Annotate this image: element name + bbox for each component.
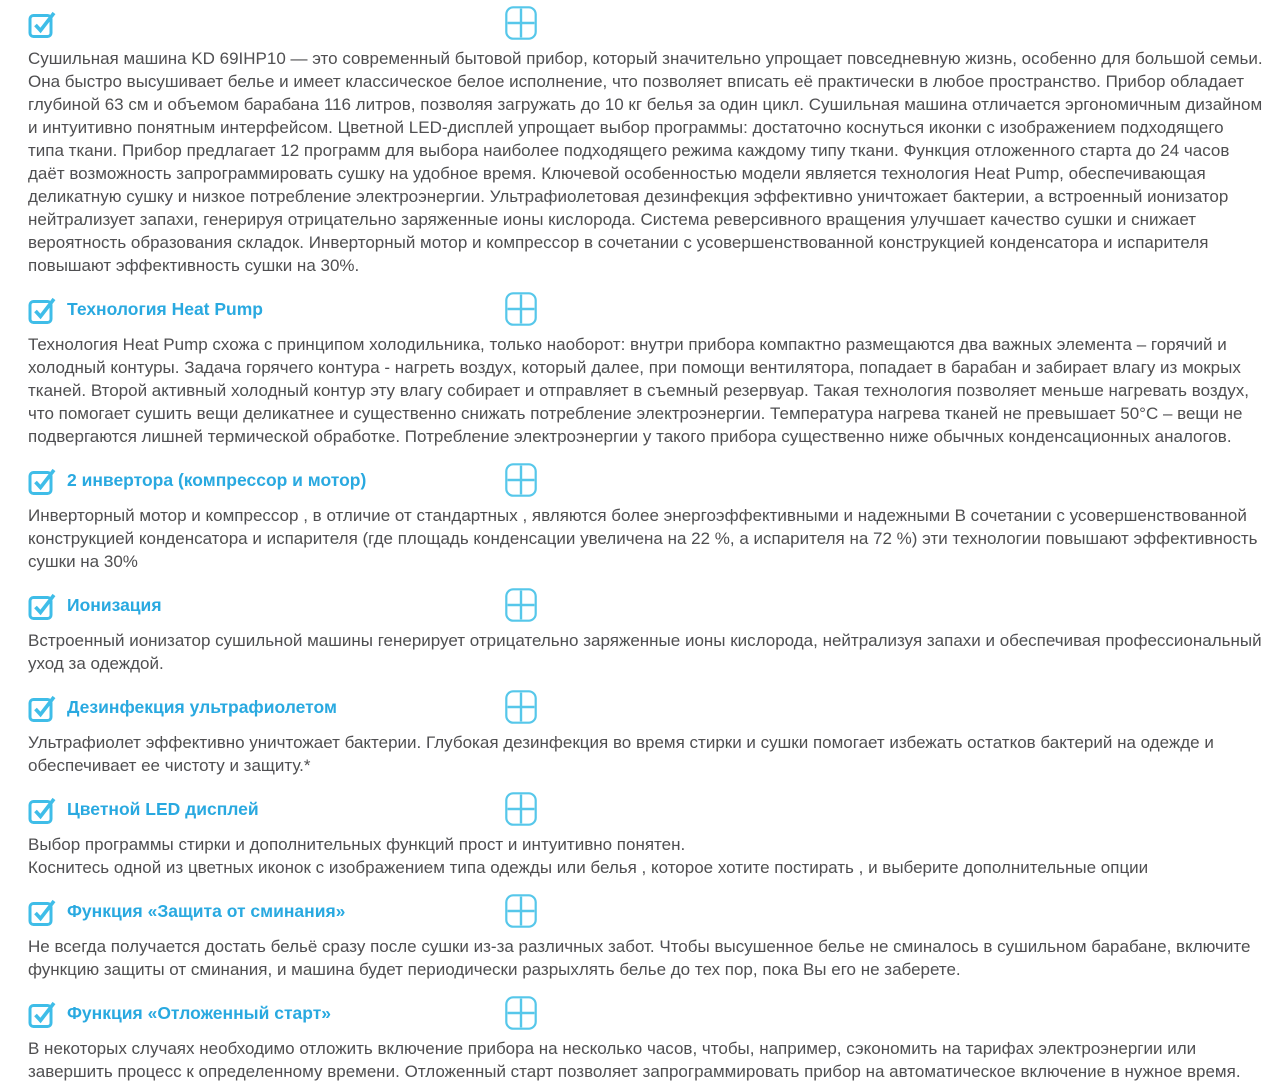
checkbox-checked-icon: [28, 692, 58, 723]
checkbox-checked-icon: [28, 794, 58, 825]
feature-paragraph: В некоторых случаях необходимо отложить включение прибора на несколько часов, чтобы, например, сэкономить на тарифах электроэнергии или завершить процесс к определенному времени. Отложенный старт позволяет запрограммировать прибор на автоматическое включение в нужное время.: [28, 1039, 1241, 1081]
feature-title: Функция «Отложенный старт»: [67, 1002, 332, 1023]
feature-section-uv-disinfection: [28, 689, 1264, 777]
feature-section-delayed-start: [28, 995, 1264, 1083]
feature-header: [28, 995, 1264, 1031]
checkbox-checked-icon: [28, 294, 58, 325]
feature-header: [28, 791, 1264, 827]
expand-plus-button[interactable]: [505, 996, 537, 1030]
feature-section-intro: [28, 5, 1264, 277]
feature-paragraph: Ультрафиолет эффективно уничтожает бактерии. Глубокая дезинфекция во время стирки и сушки помогает избежать остатков бактерий на одежде и обеспечивает ее чистоту и защиту.*: [28, 733, 1214, 775]
checkbox-checked-icon: [28, 998, 58, 1029]
expand-plus-button[interactable]: [505, 894, 537, 928]
expand-plus-button[interactable]: [505, 588, 537, 622]
feature-header: [28, 587, 1264, 623]
checkbox-checked-icon: [28, 896, 58, 927]
expand-plus-button[interactable]: [505, 792, 537, 826]
feature-header: [28, 291, 1264, 327]
feature-paragraph: Технология Heat Pump схожа с принципом холодильника, только наоборот: внутри прибора компактно размещаются два важных элемента – горячий и холодный контуры. Задача горячего контура - нагреть воздух, который далее, при помощи вентилятора, попадает в барабан и забирает влагу из мокрых тканей. Второй активный холодный контур эту влагу собирает и отправляет в съемный резервуар. Такая технология позволяет меньше нагревать воздух, что помогает сушить вещи деликатнее и существенно снижать потребление электроэнергии. Температура нагрева тканей не превышает 50°C – вещи не подвергаются лишней термической обработке. Потребление электроэнергии у такого прибора существенно ниже обычных конденсационных аналогов.: [28, 335, 1249, 446]
expand-plus-button[interactable]: [505, 690, 537, 724]
feature-header: [28, 5, 1264, 41]
feature-paragraph: Инверторный мотор и компрессор , в отличие от стандартных , являются более энергоэффективными и надежными В сочетании с усовершенствованной конструкцией конденсатора и испарителя (где площадь конденсации увеличена на 22 %, а испарителя на 72 %) эти технологии повышают эффективность сушки на 30%: [28, 506, 1258, 571]
expand-plus-button[interactable]: [505, 463, 537, 497]
feature-paragraph: Выбор программы стирки и дополнительных функций прост и интуитивно понятен.: [28, 835, 686, 854]
feature-section-anti-crease: [28, 893, 1264, 981]
feature-paragraph: Сушильная машина KD 69IHP10 — это современный бытовой прибор, который значительно упрощает повседневную жизнь, особенно для большой семьи. Она быстро высушивает белье и имеет классическое белое исполнение, что позволяет вписать её практически в любое пространство. Прибор обладает глубиной 63 см и объемом барабана 116 литров, позволяя загружать до 10 кг белья за один цикл. Сушильная машина отличается эргономичным дизайном и интуитивно понятным интерфейсом. Цветной LED-дисплей упрощает выбор программы: достаточно коснуться иконки с изображением подходящего типа ткани. Прибор предлагает 12 программ для выбора наиболее подходящего режима каждому типу ткани. Функция отложенного старта до 24 часов даёт возможность запрограммировать сушку на удобное время. Ключевой особенностью модели является технология Heat Pump, обеспечивающая деликатную сушку и низкое потребление электроэнергии. Ультрафиолетовая дезинфекция эффективно уничтожает бактерии, а встроенный ионизатор нейтрализует запахи, генерируя отрицательно заряженные ионы кислорода. Система реверсивного вращения улучшает качество сушки и снижает вероятность образования складок. Инверторный мотор и компрессор в сочетании с усовершенствованной конструкцией конденсатора и испарителя повышают эффективность сушки на 30%.: [28, 49, 1263, 275]
feature-title: Цветной LED дисплей: [67, 798, 259, 819]
feature-section-heat-pump: [28, 291, 1264, 448]
feature-header: [28, 893, 1264, 929]
expand-plus-button[interactable]: [505, 292, 537, 326]
feature-header: [28, 462, 1264, 498]
feature-header: [28, 689, 1264, 725]
checkbox-checked-icon: [28, 590, 58, 621]
feature-title: Дезинфекция ультрафиолетом: [67, 696, 337, 717]
checkbox-checked-icon: [28, 465, 58, 496]
feature-title: Технология Heat Pump: [67, 298, 263, 319]
feature-title: Ионизация: [67, 594, 162, 615]
feature-paragraph: Не всегда получается достать бельё сразу после сушки из-за различных забот. Чтобы высушенное белье не сминалось в сушильном барабане, включите функцию защиты от сминания, и машина будет периодически разрыхлять белье до тех пор, пока Вы его не заберете.: [28, 937, 1251, 979]
feature-title: 2 инвертора (компрессор и мотор): [67, 469, 367, 490]
feature-section-led-display: [28, 791, 1264, 879]
expand-plus-button[interactable]: [505, 6, 537, 40]
feature-section-ionization: [28, 587, 1264, 675]
checkbox-checked-icon: [28, 8, 58, 39]
feature-paragraph: Встроенный ионизатор сушильной машины генерирует отрицательно заряженные ионы кислорода, нейтрализуя запахи и обеспечивая профессиональный уход за одеждой.: [28, 631, 1262, 673]
feature-title: Функция «Защита от сминания»: [67, 900, 346, 921]
feature-section-inverters: [28, 462, 1264, 573]
feature-paragraph: Коснитесь одной из цветных иконок с изображением типа одежды или белья , которое хотите постирать , и выберите дополнительные опции: [28, 858, 1149, 877]
